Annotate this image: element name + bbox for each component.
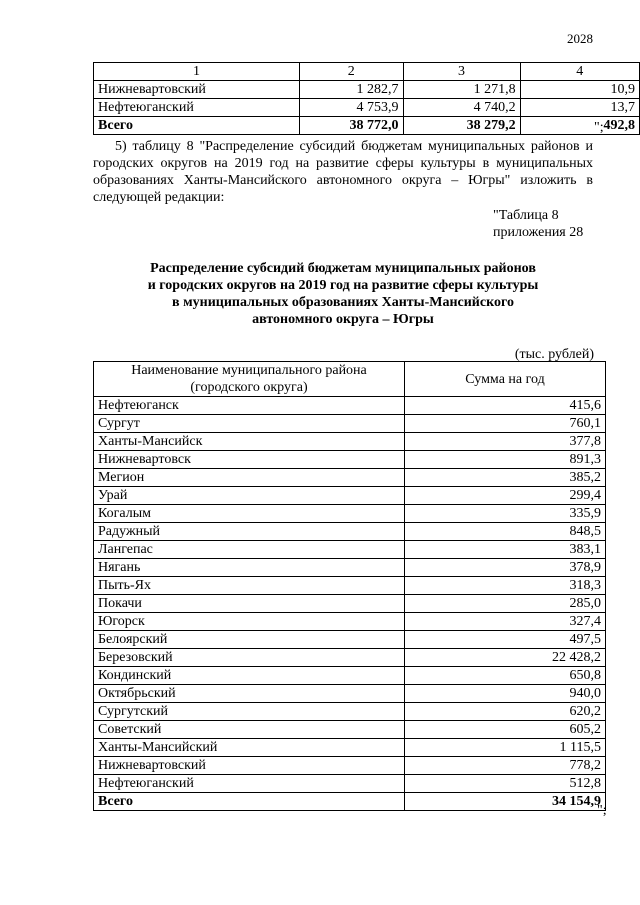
sum-column-header: Сумма на год — [405, 362, 606, 397]
table-row — [94, 433, 606, 451]
header-row — [94, 362, 606, 397]
total-value: 492,8 — [520, 117, 639, 135]
amount-cell: 285,0 — [405, 595, 606, 613]
heading-line: и городских округов на 2019 год на развитие сферы культуры — [147, 278, 539, 293]
heading-line: в муниципальных образованиях Ханты-Мансийского — [172, 295, 514, 310]
column-number: 2 — [300, 63, 403, 81]
amount-cell: 497,5 — [405, 631, 606, 649]
page-number: 2028 — [567, 31, 593, 46]
total-label: Всего — [94, 117, 300, 135]
table-row — [94, 451, 606, 469]
district-name: Лангепас — [94, 541, 405, 559]
amount-cell: 299,4 — [405, 487, 606, 505]
district-name: Нягань — [94, 559, 405, 577]
district-name: Нижневартовск — [94, 451, 405, 469]
district-name: Радужный — [94, 523, 405, 541]
column-number: 1 — [94, 63, 300, 81]
amount-cell: 760,1 — [405, 415, 606, 433]
total-value: 34 154,9 — [405, 793, 606, 811]
closing-quote: "; — [597, 803, 607, 818]
table-row — [94, 775, 606, 793]
table-row — [94, 739, 606, 757]
amount-cell: 327,4 — [405, 613, 606, 631]
district-name: Урай — [94, 487, 405, 505]
table-heading — [93, 260, 593, 328]
district-name: Покачи — [94, 595, 405, 613]
value-cell: 1 271,8 — [403, 81, 520, 99]
amount-cell: 378,9 — [405, 559, 606, 577]
amendment-paragraph — [93, 138, 593, 206]
amount-cell: 620,2 — [405, 703, 606, 721]
table-row — [94, 667, 606, 685]
header-line: Наименование муниципального района — [131, 363, 367, 378]
amount-cell: 650,8 — [405, 667, 606, 685]
amount-cell: 848,5 — [405, 523, 606, 541]
value-cell: 10,9 — [520, 81, 639, 99]
header-line: (городского округа) — [190, 380, 308, 395]
total-row — [94, 117, 640, 135]
table-row — [94, 703, 606, 721]
heading-line: Распределение субсидий бюджетам муниципальных районов — [150, 261, 536, 276]
amount-cell: 383,1 — [405, 541, 606, 559]
total-label: Всего — [94, 793, 405, 811]
table-row — [94, 523, 606, 541]
total-row — [94, 793, 606, 811]
column-number: 3 — [403, 63, 520, 81]
district-name: Нефтеюганский — [94, 775, 405, 793]
amount-cell: 940,0 — [405, 685, 606, 703]
column-number-row — [94, 63, 640, 81]
district-name: Ханты-Мансийск — [94, 433, 405, 451]
value-cell: 4 740,2 — [403, 99, 520, 117]
district-name: Нижневартовский — [94, 81, 300, 99]
column-number: 4 — [520, 63, 639, 81]
district-name: Октябрьский — [94, 685, 405, 703]
amount-cell: 512,8 — [405, 775, 606, 793]
table-reference-line: приложения 28 — [493, 225, 584, 240]
amendment-text: 5) таблицу 8 "Распределение субсидий бюджетам муниципальных районов и городских округов на 2019 год на развитие сферы культуры в муниципальных образованиях Ханты-Мансийского автономного округа – Югры" изложить в следующей редакции: — [93, 139, 593, 205]
amount-cell: 377,8 — [405, 433, 606, 451]
district-name: Мегион — [94, 469, 405, 487]
table-row — [94, 559, 606, 577]
table-row — [94, 99, 640, 117]
table-row — [94, 505, 606, 523]
district-name: Кондинский — [94, 667, 405, 685]
subsidy-table — [93, 361, 606, 811]
total-value: 38 772,0 — [300, 117, 403, 135]
table-row — [94, 721, 606, 739]
value-cell: 4 753,9 — [300, 99, 403, 117]
amount-cell: 415,6 — [405, 397, 606, 415]
amount-cell: 605,2 — [405, 721, 606, 739]
district-name: Березовский — [94, 649, 405, 667]
table-row — [94, 469, 606, 487]
total-value: 38 279,2 — [403, 117, 520, 135]
table-row — [94, 487, 606, 505]
district-name: Советский — [94, 721, 405, 739]
amount-cell: 22 428,2 — [405, 649, 606, 667]
amount-cell: 891,3 — [405, 451, 606, 469]
value-cell: 1 282,7 — [300, 81, 403, 99]
district-name: Пыть-Ях — [94, 577, 405, 595]
amount-cell: 335,9 — [405, 505, 606, 523]
table-row — [94, 757, 606, 775]
district-name: Югорск — [94, 613, 405, 631]
table-row — [94, 613, 606, 631]
amount-cell: 778,2 — [405, 757, 606, 775]
district-name: Нефтеюганский — [94, 99, 300, 117]
table-row — [94, 649, 606, 667]
heading-line: автономного округа – Югры — [252, 312, 434, 327]
table-reference — [493, 207, 583, 241]
table-row — [94, 631, 606, 649]
district-name: Белоярский — [94, 631, 405, 649]
table-reference-line: "Таблица 8 — [493, 208, 559, 223]
table-row — [94, 685, 606, 703]
table-row — [94, 577, 606, 595]
table-row — [94, 595, 606, 613]
previous-table-fragment — [93, 62, 640, 135]
district-name: Сургутский — [94, 703, 405, 721]
value-cell: 13,7 — [520, 99, 639, 117]
amount-cell: 318,3 — [405, 577, 606, 595]
table-row — [94, 541, 606, 559]
amount-cell: 1 115,5 — [405, 739, 606, 757]
closing-quote: "; — [594, 120, 604, 135]
district-name: Когалым — [94, 505, 405, 523]
district-name: Нижневартовский — [94, 757, 405, 775]
amount-cell: 385,2 — [405, 469, 606, 487]
table-row — [94, 397, 606, 415]
units-label: (тыс. рублей) — [514, 347, 594, 362]
district-name: Ханты-Мансийский — [94, 739, 405, 757]
district-name: Нефтеюганск — [94, 397, 405, 415]
table-row — [94, 81, 640, 99]
name-column-header — [94, 362, 405, 397]
district-name: Сургут — [94, 415, 405, 433]
table-row — [94, 415, 606, 433]
